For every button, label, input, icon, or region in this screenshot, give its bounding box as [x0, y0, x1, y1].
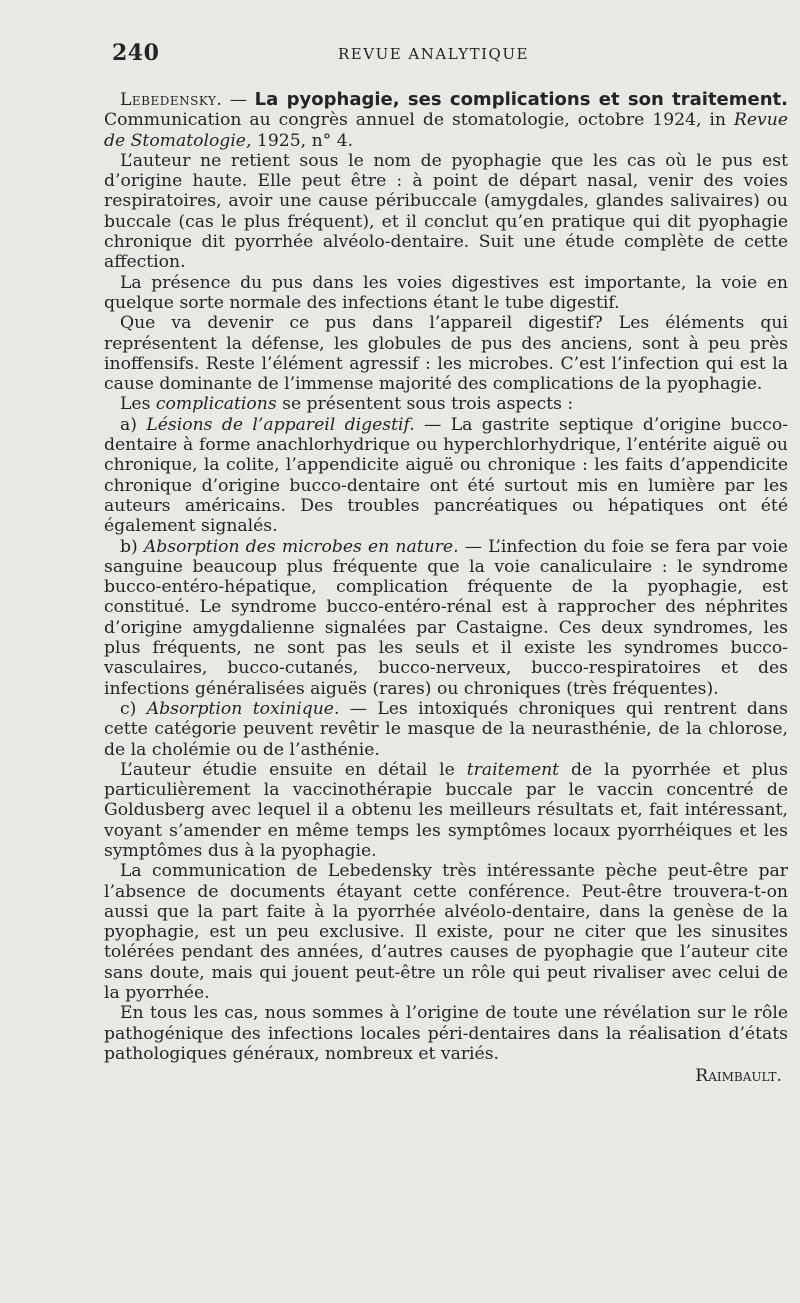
paragraph-5-lead: L’auteur étudie ensuite en détail le: [120, 759, 467, 780]
paragraph-6: La communication de Lebedensky très intéressante pèche peut-être par l’absence de documents étayant cette conférence. Peut-être trouvera-t-on aussi que la part faite à la pyorrhée alvéolo-dentaire, dans la genèse de la pyophagie, est un peu exclusive. Il existe, pour ne citer que les sinusites tolérées pendant des années, d’autres causes de pyophagie que l’auteur cite sans doute, mais qui jouent peut-être un rôle qui peut rivaliser avec celui de la pyorrhée.: [104, 861, 788, 1004]
item-c-text: — Les intoxiqués chroniques qui rentrent dans cette catégorie peuvent revêtir le masque de la neurasthénie, de la chlorose, de la cholémie ou de l’asthénie.: [104, 698, 788, 760]
article-body: [104, 90, 788, 1087]
item-a-marker: a): [120, 414, 147, 435]
article-reference: Communication au congrès annuel de stomatologie, octobre 1924, in: [104, 110, 734, 131]
item-a-heading: Lésions de l’appareil digestif.: [146, 414, 415, 435]
paragraph-1: L’auteur ne retient sous le nom de pyophagie que les cas où le pus est d’origine haute. Elle peut être : à point de départ nasal, venir des voies respiratoires, avoir une cause péribuccale (amygdales, glandes salivaires) ou buccale (cas le plus fréquent), et il conclut qu’en pratique qui dit pyophagie chronique dit pyorrhée alvéolo-dentaire. Suit une étude complète de cette affection.: [104, 150, 788, 273]
article-author: Lebedensky.: [120, 90, 223, 110]
paragraph-5: [104, 760, 788, 861]
article-heading: Lebedensky. — La pyophagie, ses complications et son traitement. Communication au congrès annuel de stomatologie, octobre 1924, in Revue de Stomatologie, 1925, n° 4.: [104, 89, 788, 151]
paragraph-3: Que va devenir ce pus dans l’appareil digestif? Les éléments qui représentent la défense, les globules de pus des anciens, sont à peu près inoffensifs. Reste l’élément agressif : les microbes. C’est l’infection qui est la cause dominante de l’immense majorité des complications de la pyophagie.: [104, 313, 788, 395]
running-title: REVUE ANALYTIQUE: [338, 45, 529, 63]
item-b-heading: Absorption des microbes en nature.: [143, 536, 459, 557]
paragraph-4-lead: Les: [120, 394, 156, 415]
paragraph-5-tail: de la pyorrhée et plus particulièrement la vaccinothérapie buccale par le vaccin concentré de Goldusberg avec lequel il a obtenu les meilleurs résultats et, fait intéressant, voyant s’amender en même temps les symptômes locaux pyorrhéiques et les symptômes dus à la pyophagie.: [104, 759, 788, 861]
paragraph-2: La présence du pus dans les voies digestives est importante, la voie en quelque sorte normale des infections étant le tube digestif.: [104, 272, 788, 313]
item-b-text: — L’infection du foie se fera par voie sanguine beaucoup plus fréquente que la voie canaliculaire : le syndrome bucco-entéro-hépatique, complication fréquente de la pyophagie, est constitué. Le syndrome bucco-entéro-rénal est à rapprocher des néphrites d’origine amygdalienne signalées par Castaigne. Ces deux syndromes, les plus fréquents, ne sont pas les seuls et il existe les syndromes bucco-vasculaires, bucco-cutanés, bucco-nerveux, bucco-respiratoires et des infections généralisées aiguës (rares) ou chroniques (très fréquentes).: [104, 536, 789, 699]
item-b-marker: b): [120, 536, 144, 557]
article-reference-tail: 1925, n° 4.: [251, 130, 354, 151]
page-header: [112, 40, 792, 70]
paragraph-7: En tous les cas, nous sommes à l’origine de toute une révélation sur le rôle pathogénique des infections locales péri-dentaires dans la réalisation d’états pathologiques généraux, nombreux et variés.: [104, 1003, 788, 1064]
paragraph-4-tail: se présentent sous trois aspects :: [276, 394, 574, 415]
traitement-term: traitement: [466, 759, 560, 780]
paragraph-b: [104, 537, 788, 699]
paragraph-a: [104, 415, 788, 537]
article-title: La pyophagie, ses complications et son traitement.: [254, 89, 788, 110]
item-a-text: — La gastrite septique d’origine bucco-dentaire à forme anachlorhydrique ou hyperchlorhydrique, l’entérite aiguë ou chronique, la colite, l’appendicite aiguë ou chronique : les faits d’appendicite chronique d’origine bucco-dentaire ont été surtout mis en lumière par les auteurs américains. Des troubles pancréatiques ou hépatiques ont été également signalés.: [104, 414, 789, 537]
paragraph-c: [104, 699, 788, 760]
paragraph-4: [104, 394, 788, 414]
item-c-heading: Absorption toxinique.: [146, 698, 340, 719]
complications-term: complications: [155, 394, 277, 415]
item-c-marker: c): [120, 698, 147, 719]
signature: Raimbault.: [695, 1066, 782, 1087]
page-number: 240: [112, 40, 160, 66]
journal-name: Revue de Stomatologie,: [104, 110, 788, 151]
